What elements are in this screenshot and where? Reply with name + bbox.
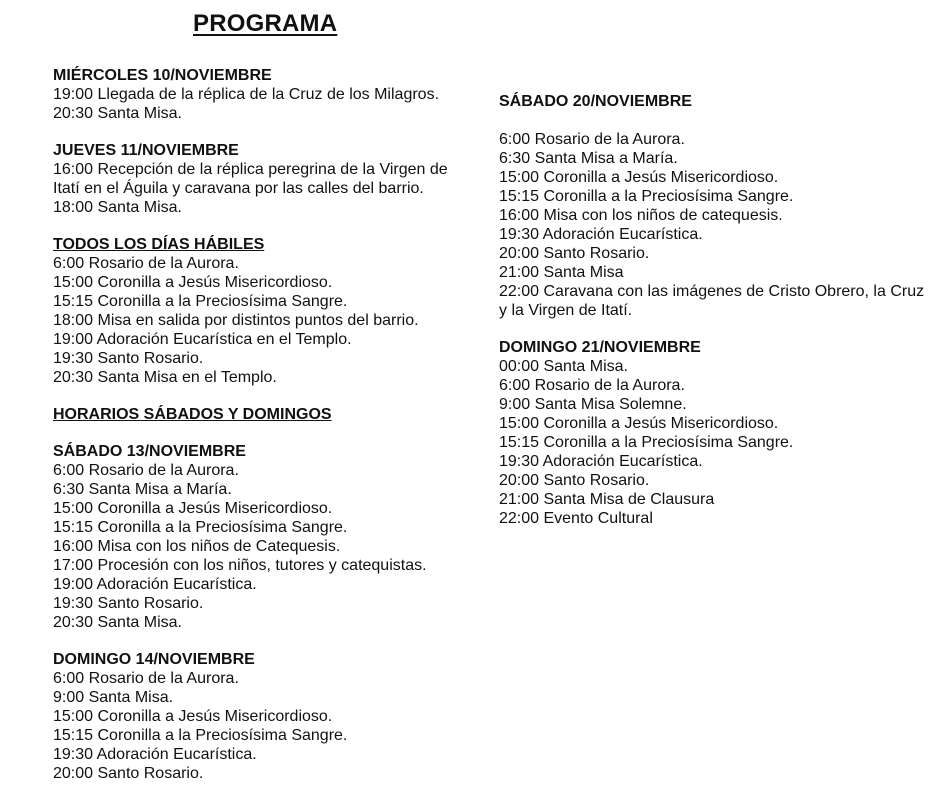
schedule-item: 6:00 Rosario de la Aurora. [499,131,685,148]
schedule-list [499,357,929,528]
schedule-item: 19:30 Adoración Eucarística. [53,746,257,763]
schedule-item: 6:00 Rosario de la Aurora. [53,670,239,687]
schedule-item: 16:00 Misa con los niños de Catequesis. [53,538,341,555]
schedule-item: 22:00 Evento Cultural [499,510,653,527]
schedule-item: 18:00 Misa en salida por distintos puntos del barrio. [53,312,419,329]
schedule-item: 20:30 Santa Misa. [53,614,182,631]
schedule-item: 20:00 Santo Rosario. [499,245,650,262]
schedule-list [53,85,473,123]
schedule-item: 15:15 Coronilla a la Preciosísima Sangre. [53,293,348,310]
schedule-item: 19:30 Santo Rosario. [53,595,204,612]
schedule-list [53,461,473,632]
section-jueves-11 [53,141,473,217]
schedule-item: 20:00 Santo Rosario. [53,765,204,782]
schedule-item: 20:30 Santa Misa. [53,105,182,122]
schedule-item: 9:00 Santa Misa. [53,689,174,706]
schedule-item: 18:00 Santa Misa. [53,199,182,216]
schedule-item: 15:15 Coronilla a la Preciosísima Sangre. [499,188,794,205]
section-heading: HORARIOS SÁBADOS Y DOMINGOS [53,406,332,423]
schedule-item: 15:00 Coronilla a Jesús Misericordioso. [499,169,779,186]
right-column [499,92,929,546]
schedule-list [499,130,929,320]
page-title: PROGRAMA [193,10,338,37]
schedule-item: 16:00 Misa con los niños de catequesis. [499,207,783,224]
section-domingo-21 [499,338,929,528]
schedule-item: 15:15 Coronilla a la Preciosísima Sangre. [53,727,348,744]
schedule-item: 20:30 Santa Misa en el Templo. [53,369,277,386]
schedule-item: 6:00 Rosario de la Aurora. [53,255,239,272]
schedule-item: 00:00 Santa Misa. [499,358,628,375]
schedule-item: 6:30 Santa Misa a María. [499,150,678,167]
schedule-item: 19:00 Adoración Eucarística. [53,576,257,593]
schedule-item: 22:00 Caravana con las imágenes de Cristo Obrero, la Cruz y la Virgen de Itatí. [499,283,925,319]
schedule-item: 17:00 Procesión con los niños, tutores y catequistas. [53,557,427,574]
schedule-item: 19:30 Adoración Eucarística. [499,226,703,243]
schedule-item: 9:00 Santa Misa Solemne. [499,396,687,413]
section-sabado-20 [499,92,929,320]
section-domingo-14 [53,650,473,783]
schedule-item: 16:00 Recepción de la réplica peregrina de la Virgen de Itatí en el Águila y caravana por las calles del barrio. [53,161,448,197]
schedule-item: 19:30 Adoración Eucarística. [499,453,703,470]
schedule-item: 15:15 Coronilla a la Preciosísima Sangre. [499,434,794,451]
schedule-list [53,254,473,387]
schedule-item: 21:00 Santa Misa de Clausura [499,491,715,508]
schedule-item: 6:00 Rosario de la Aurora. [53,462,239,479]
schedule-item: 19:00 Adoración Eucarística en el Templo. [53,331,352,348]
left-column [53,66,473,801]
section-heading: JUEVES 11/NOVIEMBRE [53,142,239,159]
schedule-list [53,160,473,217]
schedule-item: 15:15 Coronilla a la Preciosísima Sangre. [53,519,348,536]
schedule-item: 15:00 Coronilla a Jesús Misericordioso. [499,415,779,432]
section-heading: SÁBADO 20/NOVIEMBRE [499,93,692,110]
schedule-list [53,669,473,783]
section-heading: TODOS LOS DÍAS HÁBILES [53,236,265,253]
section-heading: DOMINGO 21/NOVIEMBRE [499,339,701,356]
schedule-item: 15:00 Coronilla a Jesús Misericordioso. [53,274,333,291]
schedule-item: 6:30 Santa Misa a María. [53,481,232,498]
section-dias-habiles [53,235,473,387]
schedule-item: 15:00 Coronilla a Jesús Misericordioso. [53,708,333,725]
section-miercoles-10 [53,66,473,123]
section-heading: SÁBADO 13/NOVIEMBRE [53,443,246,460]
section-heading: DOMINGO 14/NOVIEMBRE [53,651,255,668]
schedule-item: 15:00 Coronilla a Jesús Misericordioso. [53,500,333,517]
section-heading: MIÉRCOLES 10/NOVIEMBRE [53,67,272,84]
schedule-item: 6:00 Rosario de la Aurora. [499,377,685,394]
schedule-item: 19:00 Llegada de la réplica de la Cruz de los Milagros. [53,86,440,103]
schedule-item: 20:00 Santo Rosario. [499,472,650,489]
schedule-item: 21:00 Santa Misa [499,264,624,281]
section-sabado-13 [53,442,473,632]
schedule-item: 19:30 Santo Rosario. [53,350,204,367]
section-horarios-fin-semana [53,405,473,424]
